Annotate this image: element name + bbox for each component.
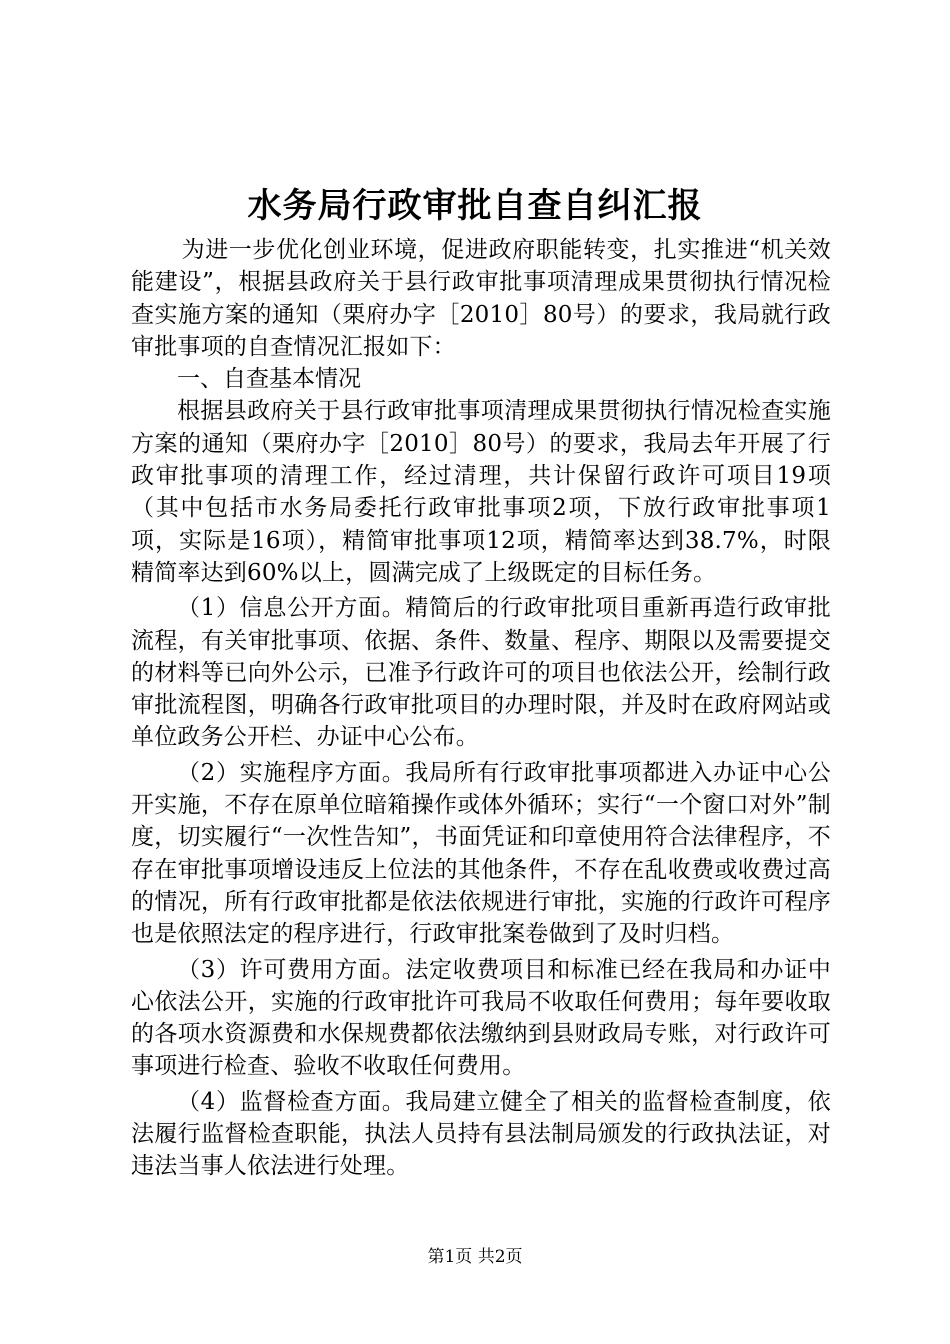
procedure-paragraph: （2）实施程序方面。我局所有行政审批事项都进入办证中心公开实施，不存在原单位暗箱操作或体外循环；实行“一个窗口对外”制度，切实履行“一次性告知”，书面凭证和印章使用符合法律程序，不存在审批事项增设违反上位法的其他条件，不存在乱收费或收费过高的情况，所有行政审批都是依法依规进行审批，实施的行政许可程序也是依照法定的程序进行，行政审批案卷做到了及时归档。: [131, 759, 831, 948]
supervision-paragraph: （4）监督检查方面。我局建立健全了相关的监督检查制度，依法履行监督检查职能，执法人员持有县法制局颁发的行政执法证，对违法当事人依法进行处理。: [131, 1088, 831, 1180]
basic-situation-paragraph: 根据县政府关于县行政审批事项清理成果贯彻执行情况检查实施方案的通知（栗府办字［2010］80号）的要求，我局去年开展了行政审批事项的清理工作，经过清理，共计保留行政许可项目19项（其中包括市水务局委托行政审批事项2项，下放行政审批事项1项，实际是16项），精简审批事项12项，精简率达到38.7%，时限精简率达到60%以上，圆满完成了上级既定的目标任务。: [131, 398, 831, 586]
document-title: 水务局行政审批自查自纠汇报: [247, 186, 703, 226]
section-heading-self-check: 一、自查基本情况: [177, 366, 361, 393]
intro-paragraph: 为进一步优化创业环境，促进政府职能转变，扎实推进“机关效能建设”，根据县政府关于县行政审批事项清理成果贯彻执行情况检查实施方案的通知（栗府办字［2010］80号）的要求，我局就行政审批事项的自查情况汇报如下：: [131, 237, 831, 360]
page-number-footer: 第1页 共2页: [427, 1247, 523, 1267]
document-body: [131, 234, 831, 1183]
fees-paragraph: （3）许可费用方面。法定收费项目和标准已经在我局和办证中心依法公开，实施的行政审批许可我局不收取任何费用；每年要收取的各项水资源费和水保规费都依法缴纳到县财政局专账，对行政许可事项进行检查、验收不收取任何费用。: [131, 956, 831, 1080]
info-disclosure-paragraph: （1）信息公开方面。精简后的行政审批项目重新再造行政审批流程，有关审批事项、依据、条件、数量、程序、期限以及需要提交的材料等已向外公示，已准予行政许可的项目也依法公开，绘制行政审批流程图，明确各行政审批项目的办理时限，并及时在政府网站或单位政务公开栏、办证中心公布。: [131, 595, 831, 751]
